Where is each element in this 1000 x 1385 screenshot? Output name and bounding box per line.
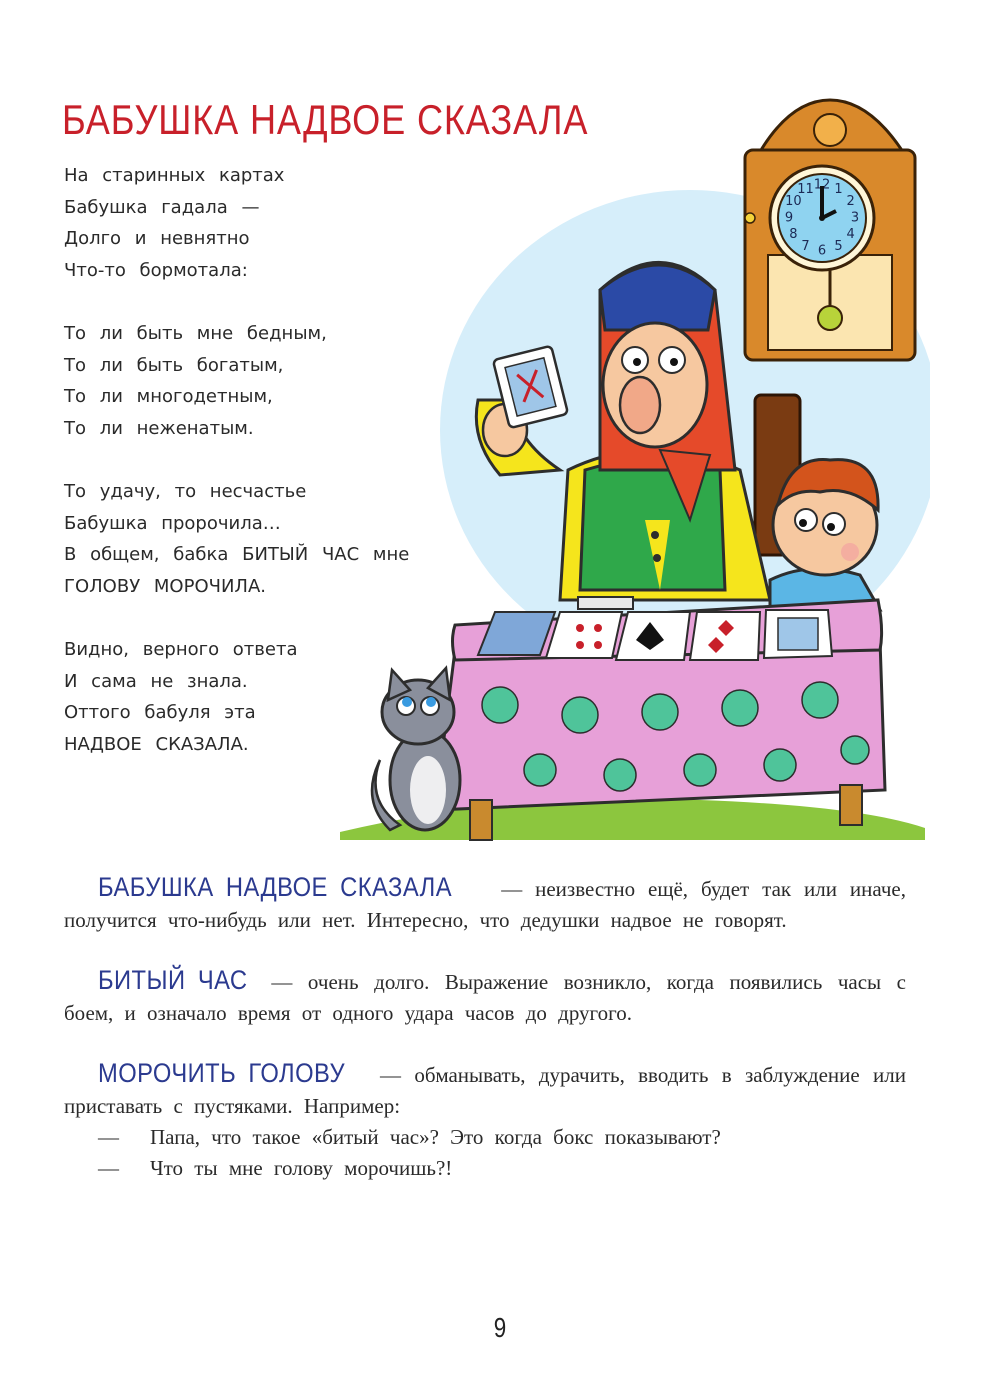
definition-term: БАБУШКА НАДВОЕ СКАЗАЛА	[98, 872, 452, 902]
definition-babushka	[64, 872, 906, 936]
fortune-telling-illustration	[330, 96, 930, 841]
cat-figure	[372, 668, 460, 830]
dialog-text: Что ты мне голову морочишь?!	[150, 1156, 453, 1180]
poem-line: НАДВОЕ СКАЗАЛА.	[64, 733, 249, 755]
definition-morochit-golovu	[64, 1058, 906, 1184]
clock-numeral: 9	[784, 210, 794, 226]
clock-numeral: 12	[813, 177, 831, 193]
definition-text: — неизвестно ещё, будет так или иначе, получится что-нибудь или нет. Интересно, что дедушки надвое не говорят.	[64, 877, 906, 932]
definitions	[64, 872, 906, 1213]
dialog-line	[64, 1122, 906, 1153]
definition-bityi-chas	[64, 965, 906, 1029]
poem-line: В общем, бабка БИТЫЙ ЧАС мне	[64, 544, 410, 565]
dialog-text: Папа, что такое «битый час»? Это когда бокс показывают?	[150, 1125, 721, 1149]
poem-line: То ли неженатым.	[64, 417, 254, 439]
poem-line: То ли быть богатым,	[64, 354, 284, 376]
boy-figure	[770, 460, 880, 610]
definition-text: — очень долго. Выражение возникло, когда появились часы с боем, и означало время от одного удара часов до другого.	[64, 970, 906, 1025]
poem-line: На старинных картах	[64, 165, 285, 186]
poem-line: То ли быть мне бедным,	[64, 323, 327, 344]
clock-numeral: 6	[817, 243, 827, 259]
page-title: БАБУШКА НАДВОЕ СКАЗАЛА	[62, 96, 589, 143]
definition-term: БИТЫЙ ЧАС	[98, 965, 248, 995]
poem-line: То ли многодетным,	[64, 386, 273, 407]
clock-numeral: 5	[834, 239, 843, 255]
poem-line: Бабушка гадала —	[64, 196, 260, 218]
clock-numeral: 4	[846, 227, 855, 242]
definition-text: — обманывать, дурачить, вводить в заблуждение или приставать с пустяками. Например:	[64, 1063, 906, 1118]
poem-line: И сама не знала.	[64, 670, 248, 692]
clock-numeral: 7	[801, 239, 810, 255]
poem-line: ГОЛОВУ МОРОЧИЛА.	[64, 575, 266, 597]
definition-term: МОРОЧИТЬ ГОЛОВУ	[98, 1058, 346, 1088]
cards-on-table	[478, 610, 832, 660]
wall-clock	[745, 100, 915, 360]
poem-line: Видно, верного ответа	[64, 639, 298, 660]
clock-numeral: 8	[789, 227, 798, 242]
poem-line: То удачу, то несчастье	[64, 481, 307, 502]
clock-numeral: 10	[785, 194, 802, 209]
clock-numeral: 1	[834, 181, 843, 197]
clock-numeral: 2	[846, 194, 855, 209]
dialog-dash: —	[98, 1156, 119, 1180]
clock-numeral: 3	[850, 210, 860, 226]
poem-line: Бабушка пророчила…	[64, 512, 281, 534]
card-deck	[578, 597, 633, 609]
page-number: 9	[493, 1312, 507, 1343]
bee-icon	[745, 213, 755, 223]
clock-numeral: 11	[797, 181, 814, 197]
poem-line: Что-то бормотала:	[64, 259, 248, 281]
dialog-line	[64, 1153, 906, 1184]
poem-line: Оттого бабуля эта	[64, 702, 256, 723]
poem-line: Долго и невнятно	[64, 228, 250, 249]
dialog-dash: —	[98, 1125, 119, 1149]
